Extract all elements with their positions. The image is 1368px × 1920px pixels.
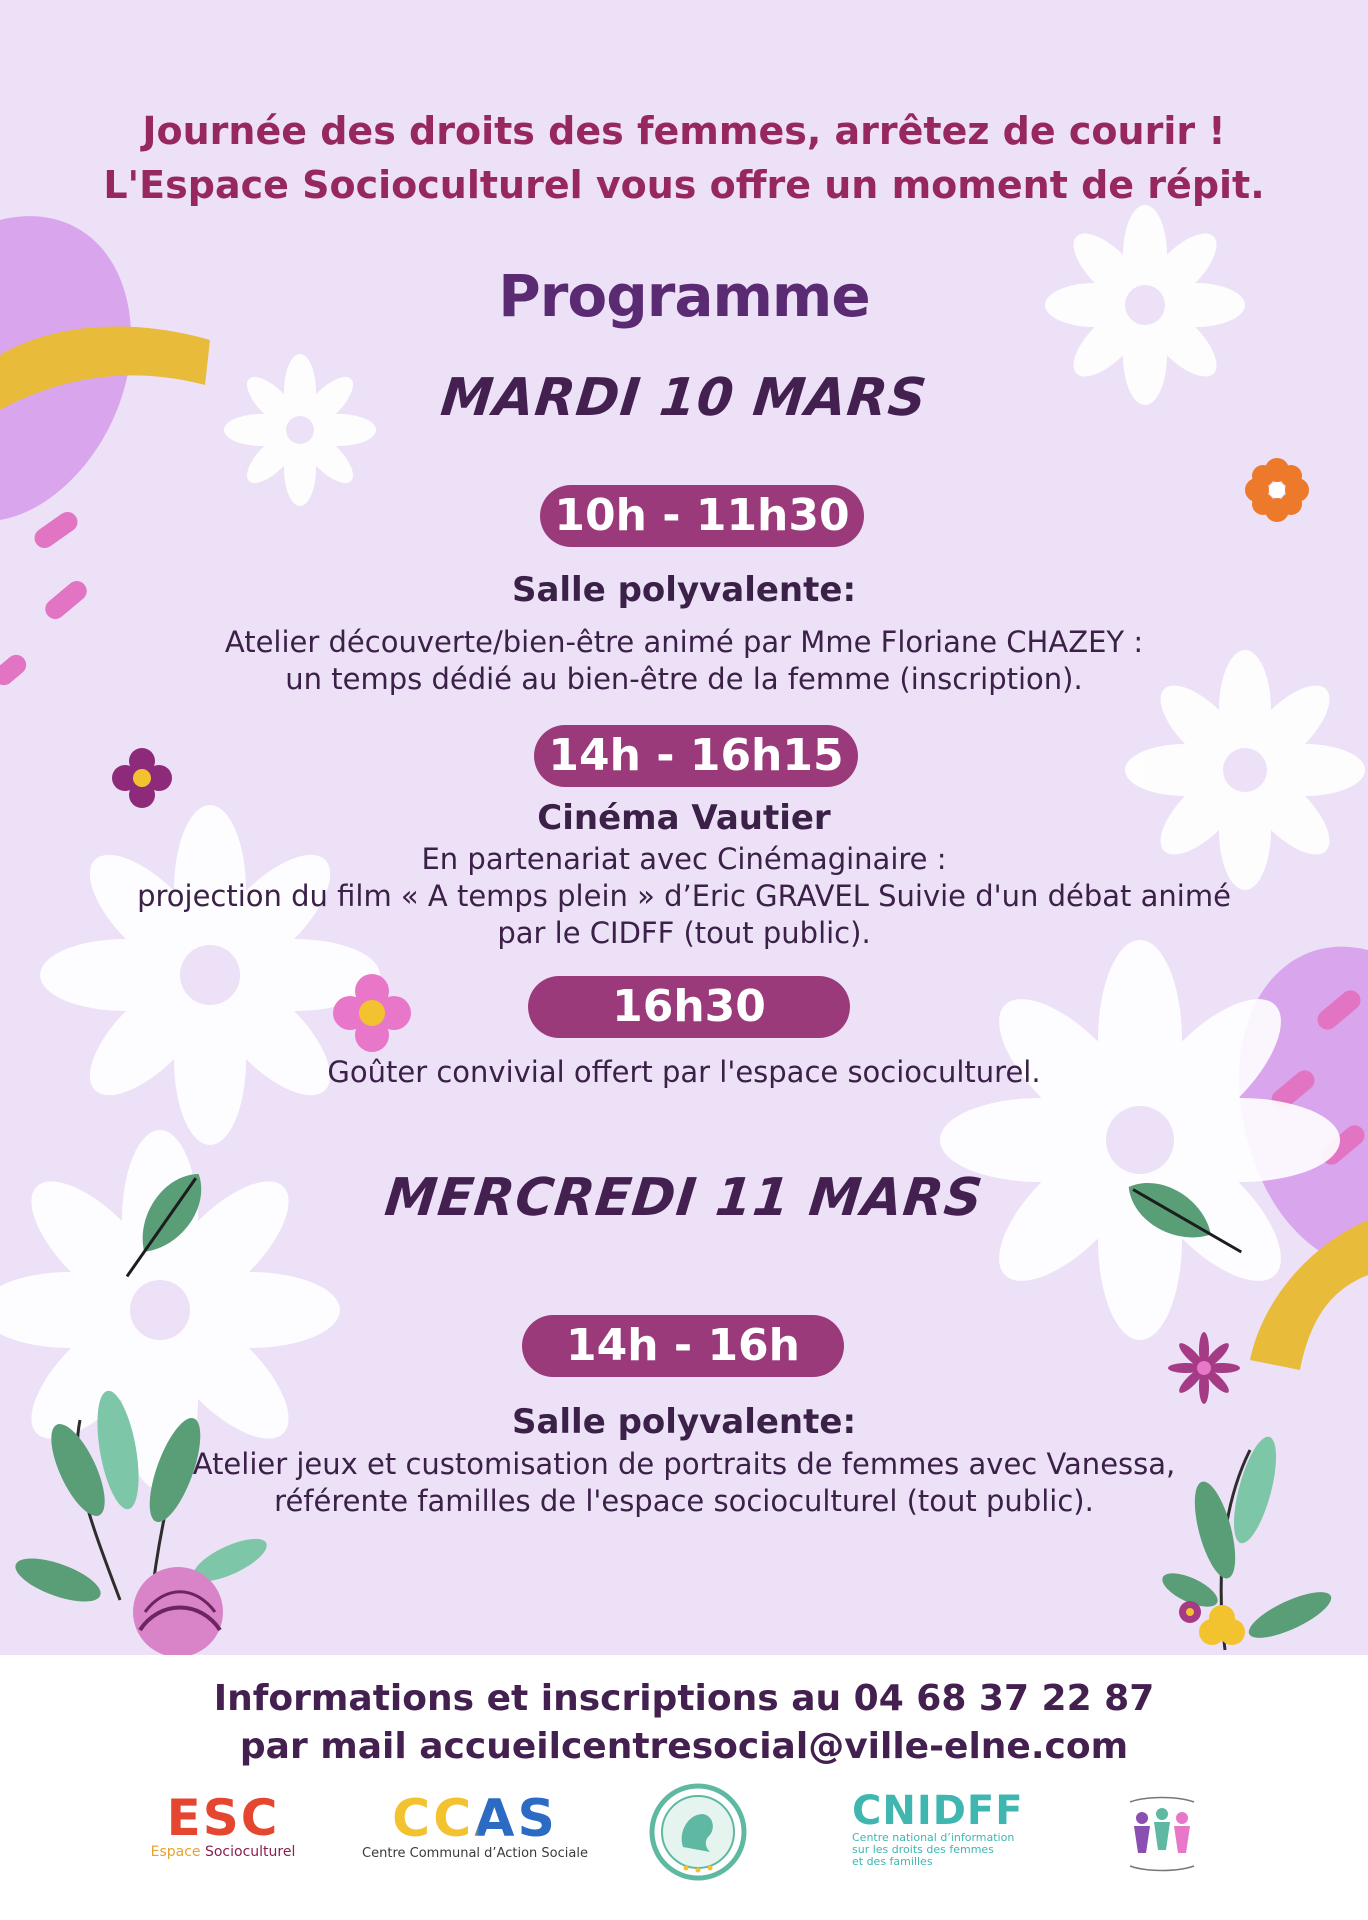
time-badge: 14h - 16h xyxy=(522,1315,844,1377)
cnidff-logo-sub1: Centre national d’information xyxy=(852,1831,1015,1844)
esc-logo-sub2: Socioculturel xyxy=(204,1844,296,1860)
event-description-line: par le CIDFF (tout public). xyxy=(497,916,871,950)
esc-logo xyxy=(138,1789,308,1862)
ccas-logo-sub: Centre Communal d’Action Sociale xyxy=(362,1846,588,1861)
flyer-title-line1: Journée des droits des femmes, arrêtez de courir ! xyxy=(142,109,1226,153)
cnidff-logo-sub2: sur les droits des femmes xyxy=(852,1843,994,1856)
programme-heading: Programme xyxy=(498,262,870,330)
event-location: Cinéma Vautier xyxy=(537,798,831,838)
event-description-line: projection du film « A temps plein » d’Eric GRAVEL Suivie d'un débat animé xyxy=(137,879,1231,913)
esc-logo-sub1: Espace xyxy=(150,1844,205,1860)
event-location: Salle polyvalente: xyxy=(511,570,857,610)
time-badge: 16h30 xyxy=(528,976,850,1038)
event-description-line: Atelier découverte/bien-être animé par Mme Floriane CHAZEY : xyxy=(224,625,1144,659)
contact-email[interactable]: par mail accueilcentresocial@ville-elne.com xyxy=(239,1726,1129,1767)
event-description-line: Goûter convivial offert par l'espace socioculturel. xyxy=(327,1055,1041,1089)
esc-logo-sub xyxy=(138,1844,308,1860)
ccas-logo-main: CCAS xyxy=(360,1792,590,1846)
esc-logo-main: ESC xyxy=(166,1789,280,1847)
event-description-line: un temps dédié au bien-être de la femme (inscription). xyxy=(285,662,1083,696)
magenta-star-flower xyxy=(1168,1332,1240,1404)
event-description-line: Atelier jeux et customisation de portraits de femmes avec Vanessa, xyxy=(192,1447,1176,1481)
cnidff-logo-main: CNIDFF xyxy=(852,1788,1024,1834)
orange-flower xyxy=(1245,458,1309,522)
event-description-line: En partenariat avec Cinémaginaire : xyxy=(421,842,947,876)
cnidff-logo xyxy=(852,1790,1052,1870)
pink-dash xyxy=(31,508,82,552)
contact-phone: Informations et inscriptions au 04 68 37 22 87 xyxy=(213,1678,1155,1719)
day-heading-tuesday: MARDI 10 MARS xyxy=(438,368,930,428)
time-badge: 10h - 11h30 xyxy=(540,485,864,547)
cnidff-logo-sub3: et des familles xyxy=(852,1855,933,1868)
partner-figures-logo xyxy=(1122,1788,1202,1878)
time-badge: 14h - 16h15 xyxy=(534,725,858,787)
day-heading-wednesday: MERCREDI 11 MARS xyxy=(382,1168,986,1228)
flyer-title-line2: L'Espace Socioculturel vous offre un moment de répit. xyxy=(103,163,1265,207)
event-location: Salle polyvalente: xyxy=(511,1402,857,1442)
event-description-line: référente familles de l'espace socioculturel (tout public). xyxy=(274,1484,1094,1518)
ccas-logo xyxy=(360,1789,590,1867)
